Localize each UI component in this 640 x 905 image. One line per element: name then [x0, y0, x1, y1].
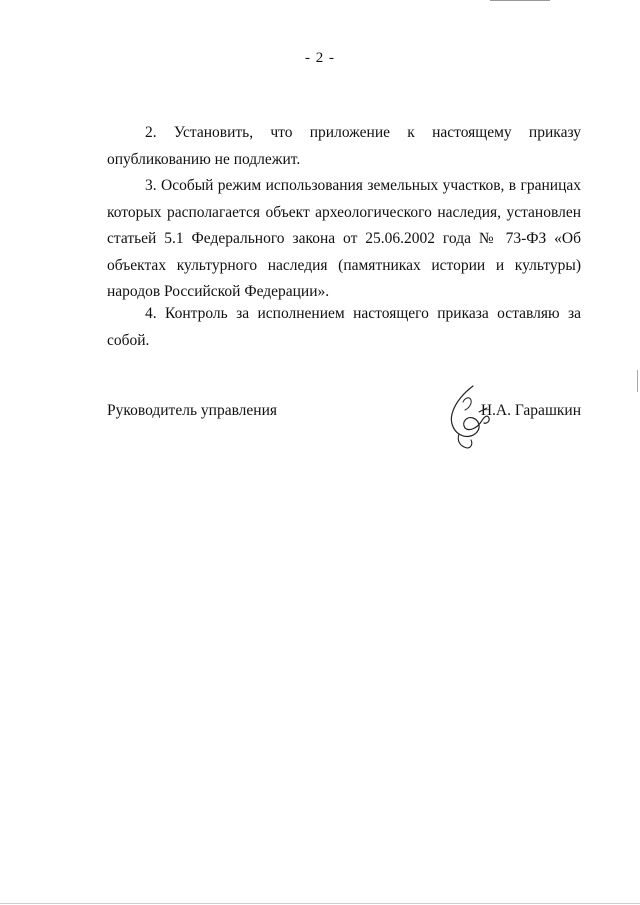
paragraph-2: [107, 120, 581, 173]
scan-mark-bottom: [0, 903, 640, 904]
paragraph-4: [107, 301, 581, 354]
scan-mark-right: [637, 370, 638, 392]
paragraph-3-text: 3. Особый режим использования земельных участков, в границах которых располагается объект археологического наследия, установлен статьей 5.1 Федерального закона от 25.06.2002 года № 73-ФЗ «Об объектах культурного наследия (памятниках истории и культуры) народов Российской Федерации».: [107, 177, 581, 300]
signer-title: Руководитель управления: [107, 402, 278, 419]
scan-mark-top: [490, 0, 550, 1]
paragraph-2-text: 2. Установить, что приложение к настоящему приказу опубликованию не подлежит.: [107, 124, 581, 168]
paragraph-4-text: 4. Контроль за исполнением настоящего приказа оставляю за собой.: [107, 305, 581, 349]
handwritten-signature: [443, 382, 495, 450]
paragraph-3: [107, 173, 581, 306]
page-number: - 2 -: [305, 50, 335, 66]
signer-name: Н.А. Гарашкин: [480, 402, 581, 419]
